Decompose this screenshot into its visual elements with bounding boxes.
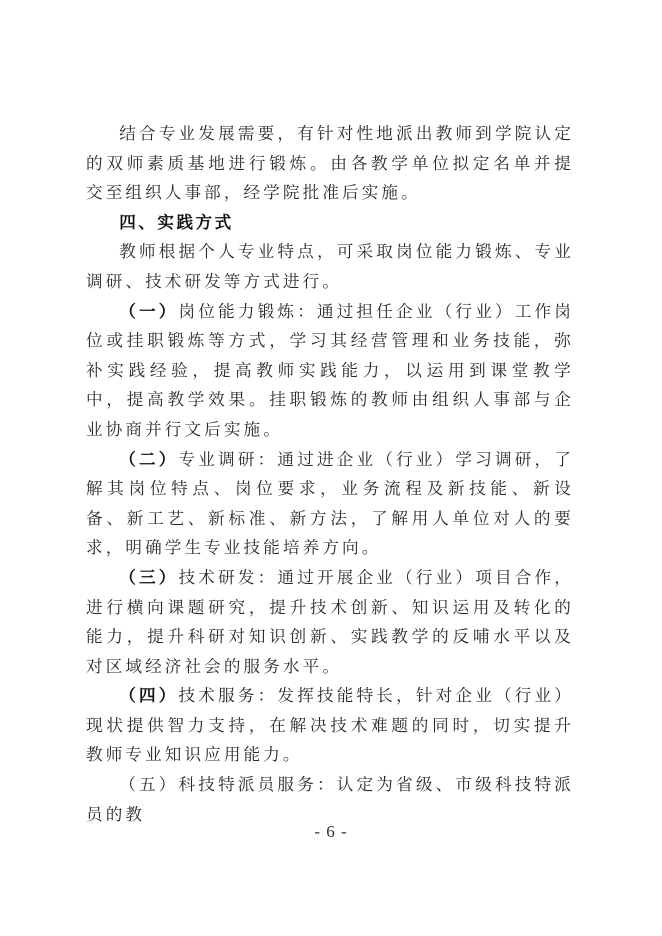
item-text: 技术研发：通过开展企业（行业）项目合作，进行横向课题研究，提升技术创新、知识运用及转化的能力，提升科研对知识创新、实践教学的反哺水平以及对区域经济社会的服务水平。 [86,567,574,676]
heading-text: 四、实践方式 [119,212,234,232]
item-number: （五） [119,775,179,795]
paragraph-text: 结合专业发展需要，有针对性地派出教师到学院认定的双师素质基地进行锻炼。由各教学单位拟定名单并提交至组织人事部，经学院批准后实施。 [86,124,574,203]
paragraph-dual-teacher-base [86,119,574,208]
item-number: （一） [119,300,179,321]
item-text: 专业调研：通过进企业（行业）学习调研，了解其岗位特点、岗位要求，业务流程及新技能、新设备、新工艺、新标准、新方法，了解用人单位对人的要求，明确学生专业技能培养方向。 [86,449,574,558]
item-tech-commissioner-service [86,770,574,829]
item-number: （三） [119,566,179,587]
paragraph-text: 教师根据个人专业特点，可采取岗位能力锻炼、专业调研、技术研发等方式进行。 [86,242,574,291]
item-text: 技术服务：发挥技能特长，针对企业（行业）现状提供智力支持，在解决技术难题的同时，切实提升教师专业知识应用能力。 [86,686,574,765]
item-text: 岗位能力锻炼：通过担任企业（行业）工作岗位或挂职锻炼等方式，学习其经营管理和业务技能，弥补实践经验，提高教师实践能力，以运用到课堂教学中，提高教学效果。挂职锻炼的教师由组织人事部与企业协商并行文后实施。 [86,301,574,439]
item-technical-development [86,563,574,681]
document-body [86,119,574,829]
section-heading-practice-methods [86,208,574,238]
item-post-ability-training [86,297,574,445]
item-number: （二） [119,448,179,469]
page-number: - 6 - [314,822,348,841]
item-technical-service [86,681,574,770]
item-number: （四） [119,685,179,706]
paragraph-practice-intro [86,237,574,296]
item-text: 科技特派员服务：认定为省级、市级科技特派员的教 [86,775,574,824]
item-professional-research [86,445,574,563]
